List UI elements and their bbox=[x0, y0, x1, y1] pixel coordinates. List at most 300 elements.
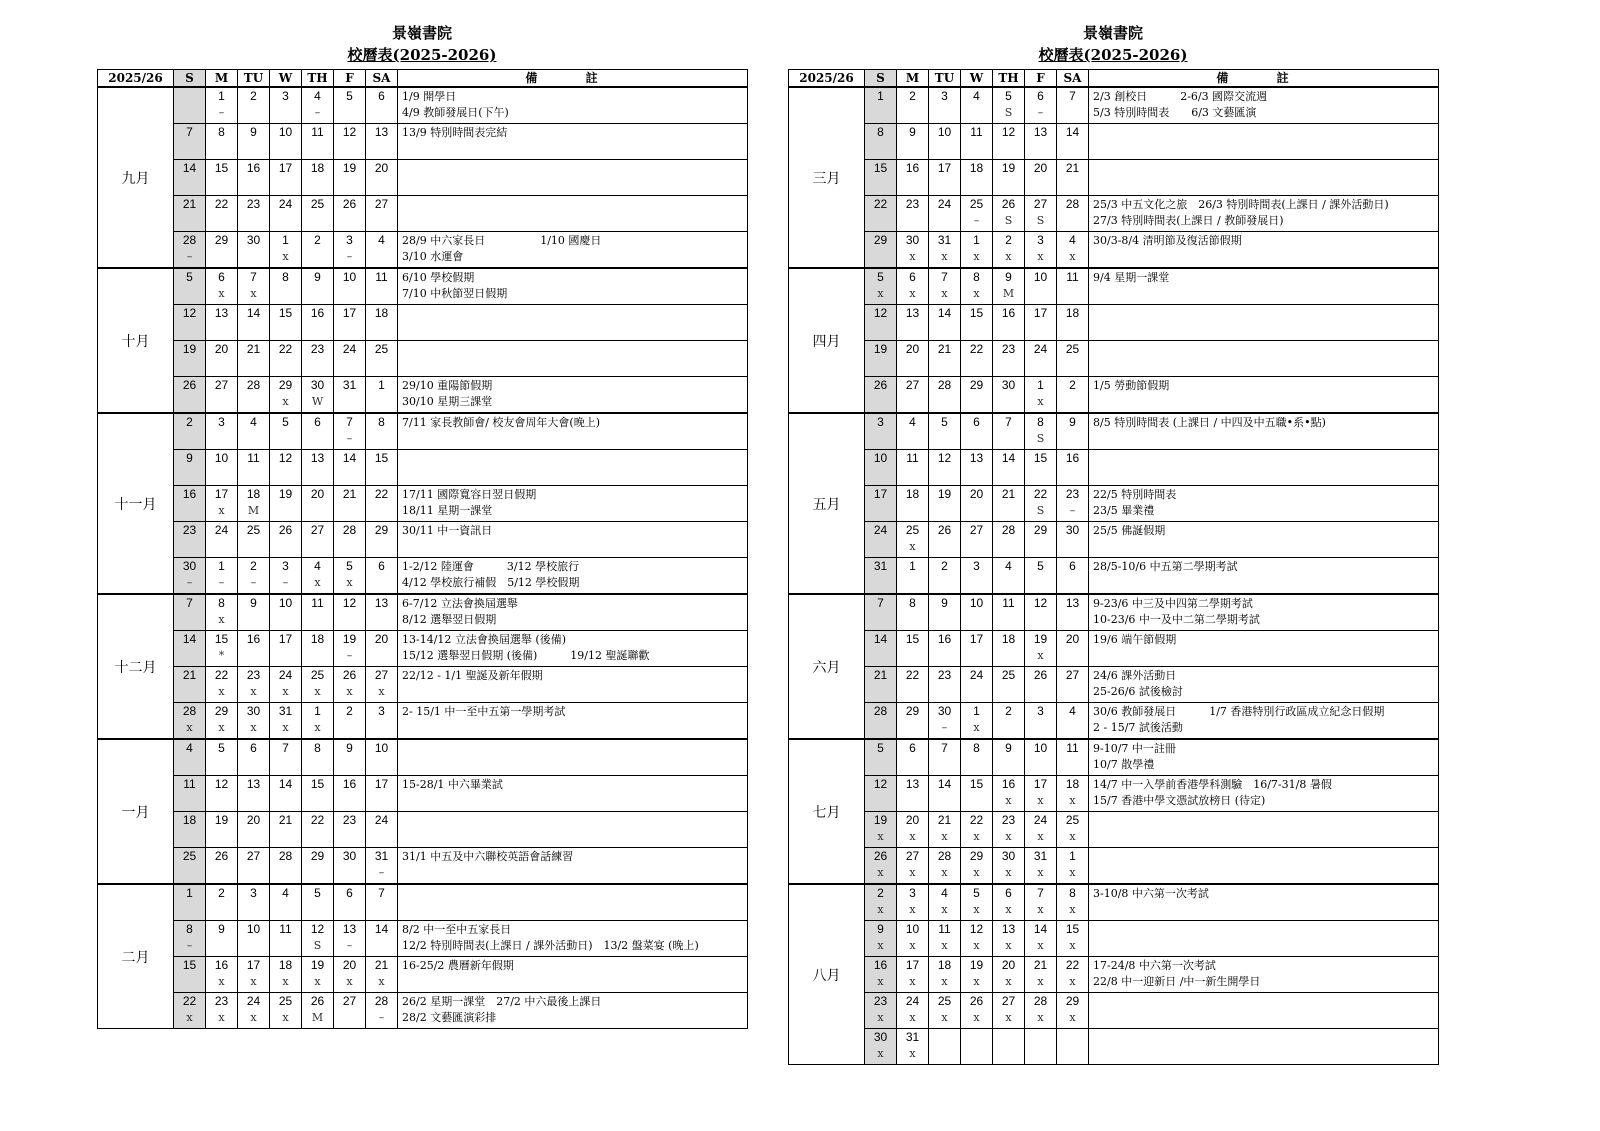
remarks-cell bbox=[1089, 124, 1439, 160]
day-cell bbox=[993, 522, 1025, 558]
day-number: 13 bbox=[905, 777, 920, 791]
day-cell bbox=[1057, 232, 1089, 269]
remark-line: 13-14/12 立法會換屆選舉 (後備) bbox=[402, 633, 566, 646]
day-number: 25 bbox=[310, 197, 325, 211]
day-number: 24 bbox=[342, 342, 357, 356]
day-number: 8 bbox=[218, 596, 225, 610]
day-number: 26 bbox=[342, 668, 357, 682]
day-cell bbox=[206, 703, 238, 740]
day-cell bbox=[961, 776, 993, 812]
week-row bbox=[98, 124, 748, 160]
day-cell bbox=[174, 667, 206, 703]
week-row bbox=[789, 776, 1439, 812]
day-marker: x bbox=[973, 1011, 980, 1024]
day-number: 22 bbox=[1033, 487, 1048, 501]
remark-line: 25-26/6 試後檢討 bbox=[1093, 685, 1183, 698]
day-marker: x bbox=[973, 721, 980, 734]
day-cell bbox=[302, 812, 334, 848]
day-cell bbox=[993, 160, 1025, 196]
day-marker: x bbox=[1005, 903, 1012, 916]
day-cell bbox=[334, 413, 366, 450]
day-cell bbox=[961, 522, 993, 558]
remark-line: 15/12 選舉翌日假期 (後備) 19/12 聖誕聯歡 bbox=[402, 649, 650, 662]
remarks-cell bbox=[1089, 305, 1439, 341]
remark-line: 28/9 中六家長日 1/10 國慶日 bbox=[402, 234, 602, 247]
day-cell bbox=[961, 124, 993, 160]
day-number: 17 bbox=[342, 306, 357, 320]
calendar-panel-right bbox=[788, 22, 1438, 1065]
day-number: 11 bbox=[311, 596, 324, 610]
month-label: 九月 bbox=[98, 87, 174, 268]
calendar-title: 校曆表(2025-2026) bbox=[1038, 46, 1188, 64]
day-cell bbox=[334, 812, 366, 848]
day-number: 20 bbox=[905, 342, 920, 356]
day-cell bbox=[238, 848, 270, 885]
day-number: 18 bbox=[937, 958, 952, 972]
day-cell bbox=[1057, 1029, 1089, 1065]
remark-line: 2 - 15/7 試後活動 bbox=[1093, 721, 1183, 734]
remark-line: 4/9 教師發展日(下午) bbox=[402, 106, 509, 119]
day-number: 30 bbox=[182, 559, 197, 573]
day-cell bbox=[302, 341, 334, 377]
remarks-cell bbox=[1089, 413, 1439, 450]
week-row bbox=[98, 87, 748, 124]
day-number: 1 bbox=[378, 378, 385, 392]
month-label: 十二月 bbox=[98, 594, 174, 739]
day-cell bbox=[961, 232, 993, 269]
day-number: 31 bbox=[873, 559, 888, 573]
day-cell bbox=[1025, 739, 1057, 776]
day-number: 8 bbox=[314, 741, 321, 755]
day-marker: x bbox=[941, 866, 948, 879]
day-cell bbox=[961, 703, 993, 740]
day-number: 5 bbox=[314, 886, 321, 900]
day-number: 19 bbox=[1001, 161, 1016, 175]
day-number: 16 bbox=[1065, 451, 1080, 465]
remarks-cell bbox=[1089, 739, 1439, 776]
day-number: 29 bbox=[873, 233, 888, 247]
day-cell bbox=[238, 522, 270, 558]
day-cell bbox=[206, 667, 238, 703]
day-number: 6 bbox=[1069, 559, 1076, 573]
day-cell bbox=[961, 486, 993, 522]
remarks-cell bbox=[1089, 993, 1439, 1029]
week-row bbox=[789, 232, 1439, 269]
day-number: 28 bbox=[1033, 994, 1048, 1008]
day-number: 12 bbox=[342, 596, 357, 610]
day-cell bbox=[206, 812, 238, 848]
day-cell bbox=[302, 232, 334, 269]
day-number: 22 bbox=[278, 342, 293, 356]
remarks-cell bbox=[398, 921, 748, 957]
day-cell bbox=[238, 558, 270, 595]
day-cell bbox=[238, 341, 270, 377]
week-row bbox=[789, 993, 1439, 1029]
remarks-cell bbox=[398, 703, 748, 740]
day-marker: x bbox=[877, 866, 884, 879]
day-number: 27 bbox=[374, 668, 389, 682]
day-number: 23 bbox=[937, 668, 952, 682]
day-cell bbox=[993, 87, 1025, 124]
day-cell bbox=[206, 522, 238, 558]
day-number: 2 bbox=[1005, 233, 1012, 247]
day-cell bbox=[334, 594, 366, 631]
day-cell bbox=[865, 232, 897, 269]
remarks-cell bbox=[398, 160, 748, 196]
day-marker: x bbox=[1037, 975, 1044, 988]
day-number: 18 bbox=[182, 813, 197, 827]
day-number: 14 bbox=[374, 922, 389, 936]
day-cell bbox=[961, 631, 993, 667]
day-number: 18 bbox=[310, 161, 325, 175]
day-cell bbox=[865, 631, 897, 667]
day-header: F bbox=[334, 70, 366, 88]
day-marker: – bbox=[346, 649, 353, 662]
remarks-cell bbox=[1089, 522, 1439, 558]
day-cell bbox=[1057, 667, 1089, 703]
day-cell bbox=[270, 848, 302, 885]
remarks-cell bbox=[398, 196, 748, 232]
month-label: 三月 bbox=[789, 87, 865, 268]
remarks-cell bbox=[398, 884, 748, 921]
day-number: 28 bbox=[937, 378, 952, 392]
day-cell bbox=[174, 739, 206, 776]
day-number: 3 bbox=[282, 559, 289, 573]
day-cell bbox=[865, 739, 897, 776]
remark-line: 22/8 中一迎新日 /中一新生開學日 bbox=[1093, 975, 1261, 988]
day-number: 20 bbox=[310, 487, 325, 501]
day-marker: x bbox=[1037, 830, 1044, 843]
remark-line: 10-23/6 中一及中二第二學期考試 bbox=[1093, 613, 1260, 626]
remarks-cell bbox=[398, 594, 748, 631]
day-cell bbox=[238, 268, 270, 305]
day-number: 9 bbox=[250, 125, 257, 139]
day-number: 10 bbox=[214, 451, 229, 465]
day-marker: x bbox=[941, 287, 948, 300]
day-cell bbox=[302, 848, 334, 885]
day-marker: – bbox=[346, 939, 353, 952]
day-cell bbox=[961, 884, 993, 921]
day-number: 6 bbox=[250, 741, 257, 755]
day-number: 17 bbox=[905, 958, 920, 972]
week-row bbox=[789, 957, 1439, 993]
remark-line: 1/5 勞動節假期 bbox=[1093, 379, 1170, 392]
day-cell bbox=[206, 993, 238, 1029]
day-number: 22 bbox=[969, 813, 984, 827]
day-cell bbox=[897, 268, 929, 305]
day-number: 13 bbox=[969, 451, 984, 465]
day-cell bbox=[238, 957, 270, 993]
day-number: 21 bbox=[374, 958, 389, 972]
day-cell bbox=[993, 921, 1025, 957]
day-number: 27 bbox=[969, 523, 984, 537]
day-cell bbox=[865, 341, 897, 377]
day-number: 31 bbox=[278, 704, 293, 718]
day-cell bbox=[206, 594, 238, 631]
day-number: 1 bbox=[1069, 849, 1076, 863]
day-marker: x bbox=[218, 504, 225, 517]
day-cell bbox=[238, 993, 270, 1029]
day-cell bbox=[174, 413, 206, 450]
day-cell bbox=[302, 450, 334, 486]
day-number: 11 bbox=[311, 125, 324, 139]
day-marker: x bbox=[1005, 830, 1012, 843]
day-marker: x bbox=[378, 685, 385, 698]
day-number: 22 bbox=[182, 994, 197, 1008]
remarks-cell bbox=[398, 812, 748, 848]
day-number: 2 bbox=[218, 886, 225, 900]
day-cell bbox=[929, 450, 961, 486]
day-cell bbox=[1057, 812, 1089, 848]
day-cell bbox=[897, 703, 929, 740]
day-number: 26 bbox=[969, 994, 984, 1008]
day-marker: x bbox=[909, 287, 916, 300]
day-cell bbox=[366, 921, 398, 957]
day-cell bbox=[929, 921, 961, 957]
day-marker: – bbox=[346, 250, 353, 263]
day-cell bbox=[1025, 450, 1057, 486]
day-cell bbox=[929, 957, 961, 993]
day-cell bbox=[929, 196, 961, 232]
day-cell bbox=[270, 921, 302, 957]
remark-line: 8/12 選舉翌日假期 bbox=[402, 613, 497, 626]
day-cell bbox=[334, 124, 366, 160]
day-marker: x bbox=[909, 830, 916, 843]
day-cell bbox=[206, 232, 238, 269]
day-cell bbox=[993, 884, 1025, 921]
day-cell bbox=[961, 341, 993, 377]
day-number: 1 bbox=[877, 89, 884, 103]
remark-line: 28/2 文藝匯演彩排 bbox=[402, 1011, 497, 1024]
day-header: TH bbox=[302, 70, 334, 88]
week-row bbox=[98, 884, 748, 921]
day-cell bbox=[270, 594, 302, 631]
day-marker: x bbox=[973, 975, 980, 988]
day-number: 7 bbox=[378, 886, 385, 900]
remark-line: 4/12 學校旅行補假 5/12 學校假期 bbox=[402, 576, 580, 589]
day-cell bbox=[993, 631, 1025, 667]
day-number: 18 bbox=[1065, 306, 1080, 320]
day-number: 1 bbox=[218, 559, 225, 573]
week-row bbox=[98, 413, 748, 450]
day-cell bbox=[238, 631, 270, 667]
day-number: 22 bbox=[310, 813, 325, 827]
day-cell bbox=[334, 305, 366, 341]
day-number: 24 bbox=[905, 994, 920, 1008]
remark-line: 14/7 中一入學前香港學科測驗 16/7-31/8 暑假 bbox=[1093, 778, 1332, 791]
day-number: 19 bbox=[342, 161, 357, 175]
day-number: 15 bbox=[278, 306, 293, 320]
week-row bbox=[98, 232, 748, 269]
day-number: 24 bbox=[278, 197, 293, 211]
week-row bbox=[98, 594, 748, 631]
day-cell bbox=[1025, 305, 1057, 341]
day-number: 26 bbox=[278, 523, 293, 537]
day-cell bbox=[993, 450, 1025, 486]
day-marker: – bbox=[250, 576, 257, 589]
day-marker: x bbox=[250, 721, 257, 734]
remark-line: 9-10/7 中一註冊 bbox=[1093, 742, 1176, 755]
week-row bbox=[98, 921, 748, 957]
day-number: 7 bbox=[282, 741, 289, 755]
day-cell bbox=[366, 594, 398, 631]
remark-line: 24/6 課外活動日 bbox=[1093, 669, 1177, 682]
day-marker: x bbox=[973, 830, 980, 843]
day-number: 5 bbox=[941, 415, 948, 429]
month-label: 四月 bbox=[789, 268, 865, 413]
day-marker: x bbox=[314, 576, 321, 589]
day-number: 27 bbox=[342, 994, 357, 1008]
day-cell bbox=[1025, 703, 1057, 740]
day-marker: x bbox=[282, 685, 289, 698]
day-cell bbox=[865, 413, 897, 450]
day-number: 8 bbox=[186, 922, 193, 936]
day-cell bbox=[929, 884, 961, 921]
day-cell bbox=[366, 196, 398, 232]
day-cell bbox=[206, 341, 238, 377]
day-header: S bbox=[174, 70, 206, 88]
day-number: 21 bbox=[182, 668, 197, 682]
remark-line: 30/11 中一資訊日 bbox=[402, 524, 493, 537]
week-row bbox=[789, 739, 1439, 776]
week-row bbox=[789, 268, 1439, 305]
day-cell bbox=[897, 558, 929, 595]
day-cell bbox=[865, 160, 897, 196]
day-cell bbox=[334, 921, 366, 957]
day-number: 29 bbox=[1033, 523, 1048, 537]
day-number: 24 bbox=[374, 813, 389, 827]
day-number: 28 bbox=[246, 378, 261, 392]
school-name: 景嶺書院 bbox=[391, 24, 452, 42]
day-marker: x bbox=[941, 903, 948, 916]
day-cell bbox=[270, 341, 302, 377]
day-cell bbox=[1025, 341, 1057, 377]
day-cell bbox=[238, 884, 270, 921]
day-number: 31 bbox=[374, 849, 389, 863]
day-cell bbox=[302, 703, 334, 740]
day-cell bbox=[961, 377, 993, 414]
day-cell bbox=[270, 413, 302, 450]
day-number: 16 bbox=[246, 632, 261, 646]
day-number: 12 bbox=[969, 922, 984, 936]
day-number: 9 bbox=[1005, 741, 1012, 755]
day-cell bbox=[1025, 413, 1057, 450]
day-cell bbox=[929, 160, 961, 196]
day-cell bbox=[1057, 884, 1089, 921]
day-number: 10 bbox=[246, 922, 261, 936]
remark-line: 6-7/12 立法會換屆選舉 bbox=[402, 597, 518, 610]
remark-line: 8/2 中一至中五家長日 bbox=[402, 923, 512, 936]
day-marker: x bbox=[941, 830, 948, 843]
day-number: 26 bbox=[214, 849, 229, 863]
day-number: 5 bbox=[973, 886, 980, 900]
day-cell bbox=[302, 486, 334, 522]
day-number: 15 bbox=[905, 632, 920, 646]
day-cell bbox=[174, 884, 206, 921]
day-cell bbox=[366, 87, 398, 124]
day-number: 12 bbox=[1033, 596, 1048, 610]
day-number: 27 bbox=[246, 849, 261, 863]
day-marker: x bbox=[909, 1011, 916, 1024]
day-cell bbox=[929, 232, 961, 269]
day-number: 22 bbox=[214, 668, 229, 682]
day-cell bbox=[1025, 160, 1057, 196]
day-cell bbox=[238, 196, 270, 232]
day-cell bbox=[1025, 848, 1057, 885]
week-row bbox=[789, 196, 1439, 232]
day-marker: x bbox=[1037, 794, 1044, 807]
day-number: 29 bbox=[969, 378, 984, 392]
day-number: 6 bbox=[1005, 886, 1012, 900]
remarks-cell bbox=[398, 522, 748, 558]
month-label: 六月 bbox=[789, 594, 865, 739]
day-cell bbox=[897, 957, 929, 993]
day-cell bbox=[302, 413, 334, 450]
day-cell bbox=[1025, 957, 1057, 993]
day-cell bbox=[270, 522, 302, 558]
day-marker: x bbox=[1037, 1011, 1044, 1024]
day-number: 2 bbox=[250, 89, 257, 103]
day-number: 18 bbox=[905, 487, 920, 501]
day-number: 28 bbox=[182, 704, 197, 718]
week-row bbox=[789, 305, 1439, 341]
week-row bbox=[789, 377, 1439, 414]
remarks-cell bbox=[398, 87, 748, 124]
day-cell bbox=[206, 848, 238, 885]
day-number: 18 bbox=[310, 632, 325, 646]
day-number: 27 bbox=[905, 378, 920, 392]
day-number: 24 bbox=[937, 197, 952, 211]
day-cell bbox=[993, 413, 1025, 450]
day-number: 11 bbox=[247, 451, 260, 465]
day-number: 4 bbox=[909, 415, 916, 429]
day-number: 5 bbox=[346, 559, 353, 573]
remarks-cell bbox=[398, 667, 748, 703]
day-number: 16 bbox=[1001, 306, 1016, 320]
day-cell bbox=[366, 341, 398, 377]
day-marker: x bbox=[973, 866, 980, 879]
day-number: 23 bbox=[873, 994, 888, 1008]
day-cell bbox=[961, 305, 993, 341]
week-row bbox=[789, 413, 1439, 450]
day-marker: x bbox=[941, 1011, 948, 1024]
day-cell bbox=[206, 124, 238, 160]
day-number: 21 bbox=[278, 813, 293, 827]
day-cell bbox=[897, 486, 929, 522]
day-number: 21 bbox=[873, 668, 888, 682]
day-marker: x bbox=[877, 975, 884, 988]
month-label: 七月 bbox=[789, 739, 865, 884]
remark-line: 3-10/8 中六第一次考試 bbox=[1093, 887, 1209, 900]
day-number: 4 bbox=[314, 559, 321, 573]
day-marker: x bbox=[186, 721, 193, 734]
day-cell bbox=[206, 957, 238, 993]
day-number: 9 bbox=[1005, 270, 1012, 284]
day-number: 7 bbox=[1069, 89, 1076, 103]
day-marker: x bbox=[1069, 1011, 1076, 1024]
day-marker: x bbox=[1069, 830, 1076, 843]
day-number: 20 bbox=[905, 813, 920, 827]
day-number: 3 bbox=[909, 886, 916, 900]
day-number: 2 bbox=[314, 233, 321, 247]
day-cell bbox=[993, 305, 1025, 341]
week-row bbox=[98, 776, 748, 812]
day-marker: – bbox=[218, 576, 225, 589]
week-row bbox=[789, 884, 1439, 921]
day-marker: x bbox=[877, 939, 884, 952]
day-number: 29 bbox=[905, 704, 920, 718]
day-number: 29 bbox=[214, 704, 229, 718]
